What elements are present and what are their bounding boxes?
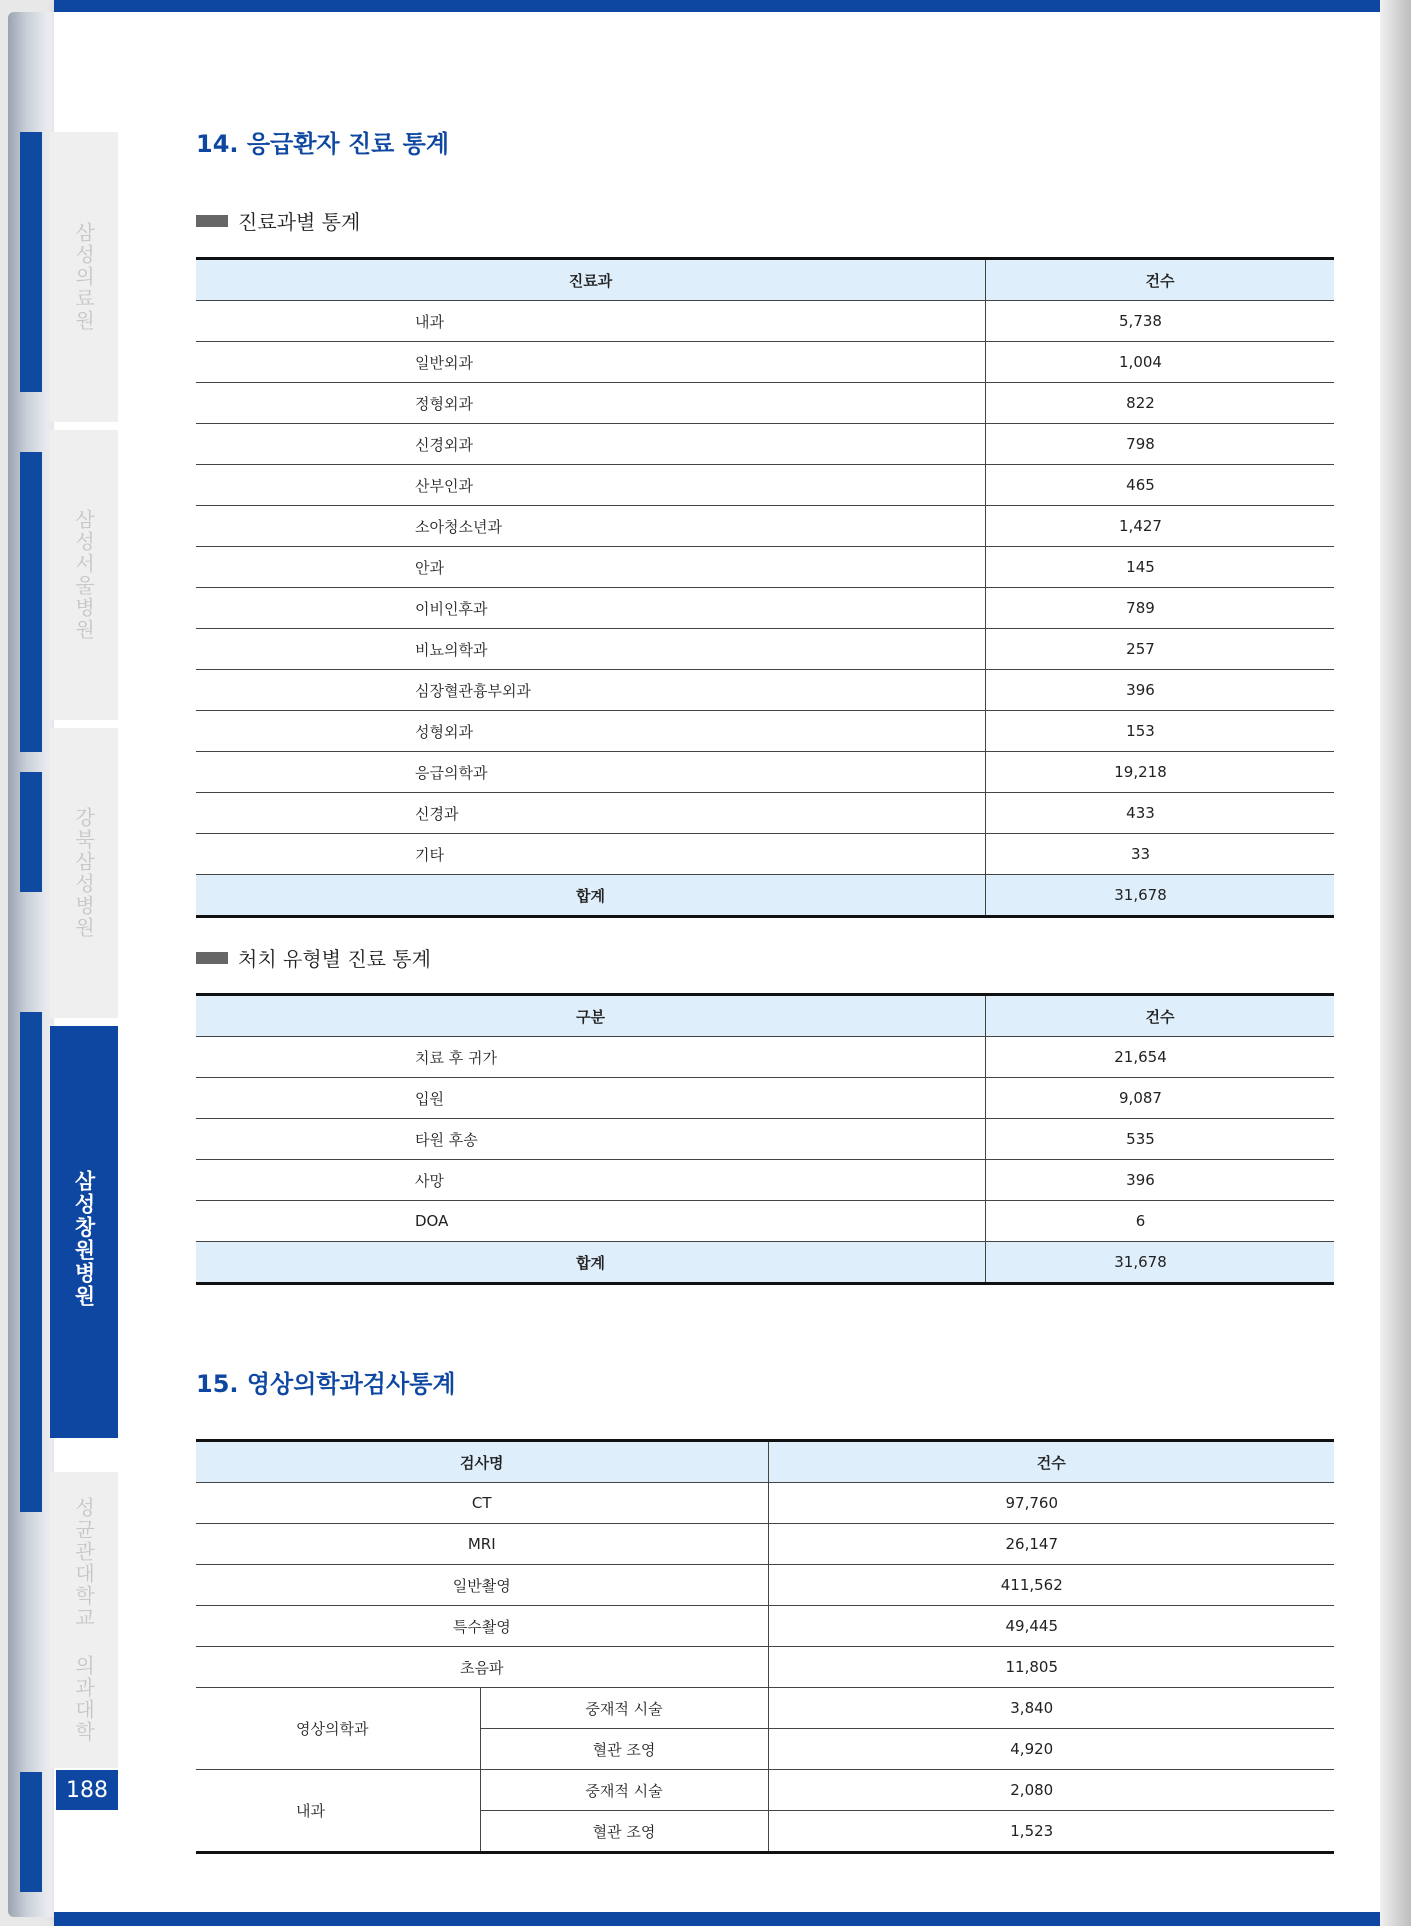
table-row: 소아청소년과 1,427 — [196, 506, 1334, 547]
table-row: DOA 6 — [196, 1201, 1334, 1242]
table-row: 성형외과 153 — [196, 711, 1334, 752]
table-row: 기타 33 — [196, 834, 1334, 875]
table-row: 혈관 조영 1,523 — [196, 1811, 1334, 1853]
table-row: 영상의학과 중재적 시술 3,840 — [196, 1688, 1334, 1729]
treatment-stats-heading: 처치 유형별 진료 통계 — [196, 943, 431, 972]
table-row: 심장혈관흉부외과 396 — [196, 670, 1334, 711]
table-row: 신경과 433 — [196, 793, 1334, 834]
table-row: 치료 후 귀가 21,654 — [196, 1037, 1334, 1078]
table-row: 정형외과 822 — [196, 383, 1334, 424]
page-number: 188 — [56, 1770, 118, 1810]
table-header-row: 진료과 건수 — [196, 259, 1334, 301]
book-spine — [8, 12, 54, 1917]
table-row: 내과 중재적 시술 2,080 — [196, 1770, 1334, 1811]
side-tab-skku-medicine[interactable]: 성균관대학교 의과대학 — [50, 1472, 118, 1768]
table-row: 초음파 11,805 — [196, 1647, 1334, 1688]
table-header-row: 검사명 건수 — [196, 1441, 1334, 1483]
table-row: MRI 26,147 — [196, 1524, 1334, 1565]
table-row: 일반외과 1,004 — [196, 342, 1334, 383]
table-row: 이비인후과 789 — [196, 588, 1334, 629]
table-row: 특수촬영 49,445 — [196, 1606, 1334, 1647]
top-border — [54, 0, 1411, 12]
total-row: 합계 31,678 — [196, 875, 1334, 917]
radiology-stats-table — [196, 1439, 1334, 1854]
bottom-border — [54, 1912, 1411, 1926]
dept-stats-table — [196, 257, 1334, 918]
table-row: 혈관 조영 4,920 — [196, 1729, 1334, 1770]
side-tab-samsung-changwon-hospital[interactable]: 삼성창원병원 — [50, 1026, 118, 1438]
table-row: 일반촬영 411,562 — [196, 1565, 1334, 1606]
total-row: 합계 31,678 — [196, 1242, 1334, 1284]
treatment-stats-table — [196, 993, 1334, 1285]
table-row: 타원 후송 535 — [196, 1119, 1334, 1160]
table-row: 입원 9,087 — [196, 1078, 1334, 1119]
table-row: 비뇨의학과 257 — [196, 629, 1334, 670]
table-row: 산부인과 465 — [196, 465, 1334, 506]
table-row: 내과 5,738 — [196, 301, 1334, 342]
table-row: 응급의학과 19,218 — [196, 752, 1334, 793]
section-15-title: 15. 영상의학과검사통계 — [196, 1370, 456, 1398]
table-header-row: 구분 건수 — [196, 995, 1334, 1037]
side-tab-samsung-medical-center[interactable]: 삼성의료원 — [50, 132, 118, 422]
section-14-title: 14. 응급환자 진료 통계 — [196, 130, 450, 158]
page-edge-shadow — [1380, 0, 1411, 1926]
side-tab-samsung-seoul-hospital[interactable]: 삼성서울병원 — [50, 430, 118, 720]
side-tab-kangbuk-samsung-hospital[interactable]: 강북삼성병원 — [50, 728, 118, 1018]
table-row: 사망 396 — [196, 1160, 1334, 1201]
table-row: 안과 145 — [196, 547, 1334, 588]
table-row: 신경외과 798 — [196, 424, 1334, 465]
dept-stats-heading: 진료과별 통계 — [196, 206, 360, 235]
table-row: CT 97,760 — [196, 1483, 1334, 1524]
